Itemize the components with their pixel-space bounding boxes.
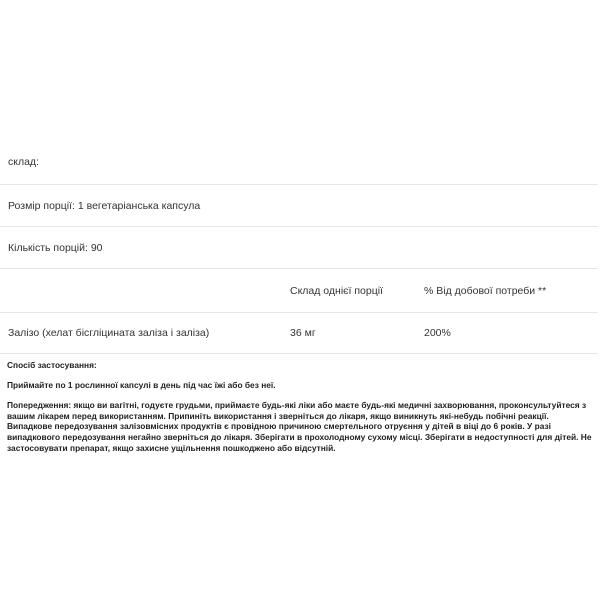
warning-text: Попередження: якщо ви вагітні, годуєте грудьми, приймаєте будь-які ліки або маєте будь-які медичні захворювання, проконсультуйтеся з вашим лікарем перед використанням. Припиніть використання і зверніться до лікаря, якщо виникнуть які-небудь побічні реакції. Випадкове передозування залізовмісних продуктів є провідною причиною смертельного отруєння у дітей в віці до 6 років. У разі випадкового передозування негайно зверніться до лікаря. Зберігати в прохолодному сухому місці. Зберігати в недоступності для дітей. Не застосовувати препарат, якщо захисне ущільнення пошкоджено або відсутній. <box>7 400 592 453</box>
nutrient-name: Залізо (хелат бісгліцината заліза і заліза) <box>8 327 210 339</box>
serving-size-text: Розмір порції: 1 вегетаріанська капсула <box>8 199 201 212</box>
composition-row <box>0 140 598 185</box>
table-header-row <box>0 269 598 313</box>
composition-label: склад: <box>8 156 39 168</box>
servings-per-container-row <box>0 227 598 269</box>
daily-value-header: % Від добової потреби ** <box>424 284 547 297</box>
supplement-facts-table <box>0 140 598 354</box>
table-row <box>0 313 598 354</box>
usage-heading: Спосіб застосування: <box>7 360 97 370</box>
usage-instructions: Приймайте по 1 рослинної капсулі в день під час їжі або без неї. <box>7 379 276 390</box>
usage-and-warnings <box>7 360 595 453</box>
nutrient-amount: 36 мг <box>290 327 316 339</box>
nutrient-daily-value: 200% <box>424 327 451 339</box>
amount-per-serving-header: Склад однієї порції <box>290 284 383 297</box>
servings-per-container-text: Кількість порцій: 90 <box>8 241 103 254</box>
serving-size-row <box>0 185 598 227</box>
